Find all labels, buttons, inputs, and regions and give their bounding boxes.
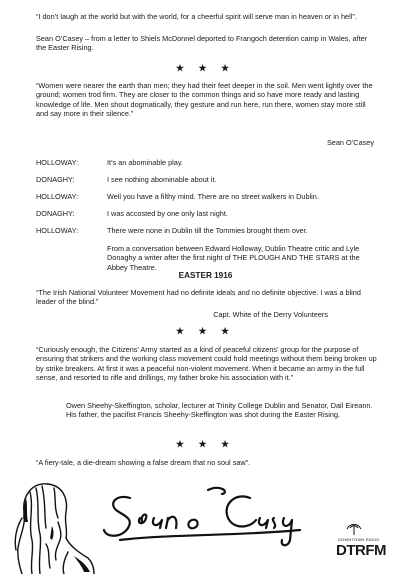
quote-women-earth: “Women were nearer the earth than men; they had their feet deeper in the soil. Men went lightly over the ground; women trod firm. They are closer to the common things and so have more ready and lasting knowledge of life. Men shout dogmatically, they gesture and run here, run there, women stay more still and say more in their silence.” [36,81,373,119]
quote-cheerful-spirit: “I don’t laugh at the world but with the world, for a cheerful spirit will serve man in heaven or in hell”. [36,12,357,21]
quote-citizens-army-attribution: Owen Sheehy-Skeffington, scholar, lecturer at Trinity College Dublin and Senator, Dail Eireann. His father, the pacifist Francis Sheehy-Skeffington was shot during the Easter Rising. [66,401,373,420]
signature-image [100,484,310,554]
quote-women-earth-author: Sean O’Casey [326,138,374,147]
dialogue-speaker: HOLLOWAY: [36,158,79,167]
dialogue-line: I see nothing abominable about it. [107,175,217,184]
logo-wordmark: DTRFM [336,542,386,559]
radio-tower-icon [340,522,368,536]
quote-volunteer-movement: “The Irish National Volunteer Movement had no definite ideals and no definite objective. I was a blind leader of the blind.” [36,288,361,307]
separator-stars: ★ ★ ★ [175,326,236,336]
quote-citizens-army: “Curiously enough, the Citizens’ Army started as a kind of peaceful citizens’ group for the purpose of ensuring that strikers and the working class movement could hold meetings without them being broken up by strike breakers. At first it was a peaceful non-violent movement. When it became an army in the full sense, and resorted to rifle and drillings, my father broke his association with it.” [36,345,377,383]
logo-tagline: DOWNTOWN RADIO [338,537,380,542]
dialogue-line: There were none in Dublin till the Tommies brought them over. [107,226,308,235]
dialogue-speaker: DONAGHY: [36,175,75,184]
quote-fiery-tale: “A fiery-tale, a die-dream showing a false dream that no soul saw”. [36,458,251,467]
dialogue-speaker: HOLLOWAY: [36,226,79,235]
dialogue-note: From a conversation between Edward Holloway, Dublin Theatre critic and Lyle Donaghy a writer after the first night of THE PLOUGH AND THE STARS at the Abbey Theatre. [107,244,360,272]
separator-stars: ★ ★ ★ [175,439,236,449]
dialogue-line: I was accosted by one only last night. [107,209,228,218]
quote-volunteer-movement-author: Capt. White of the Derry Volunteers [213,310,328,319]
quote-cheerful-spirit-attribution: Sean O’Casey – from a letter to Shiels McDonnel deported to Frangoch detention camp in Wales, after the Easter Rising. [36,34,368,53]
portrait-sketch-image [8,478,96,574]
dialogue-line: It’s an abominable play. [107,158,183,167]
dialogue-line: Well you have a filthy mind. There are no street walkers in Dublin. [107,192,319,201]
dialogue-speaker: DONAGHY: [36,209,75,218]
section-title-easter-1916: EASTER 1916 [178,271,233,280]
separator-stars: ★ ★ ★ [175,63,236,73]
dialogue-speaker: HOLLOWAY: [36,192,79,201]
